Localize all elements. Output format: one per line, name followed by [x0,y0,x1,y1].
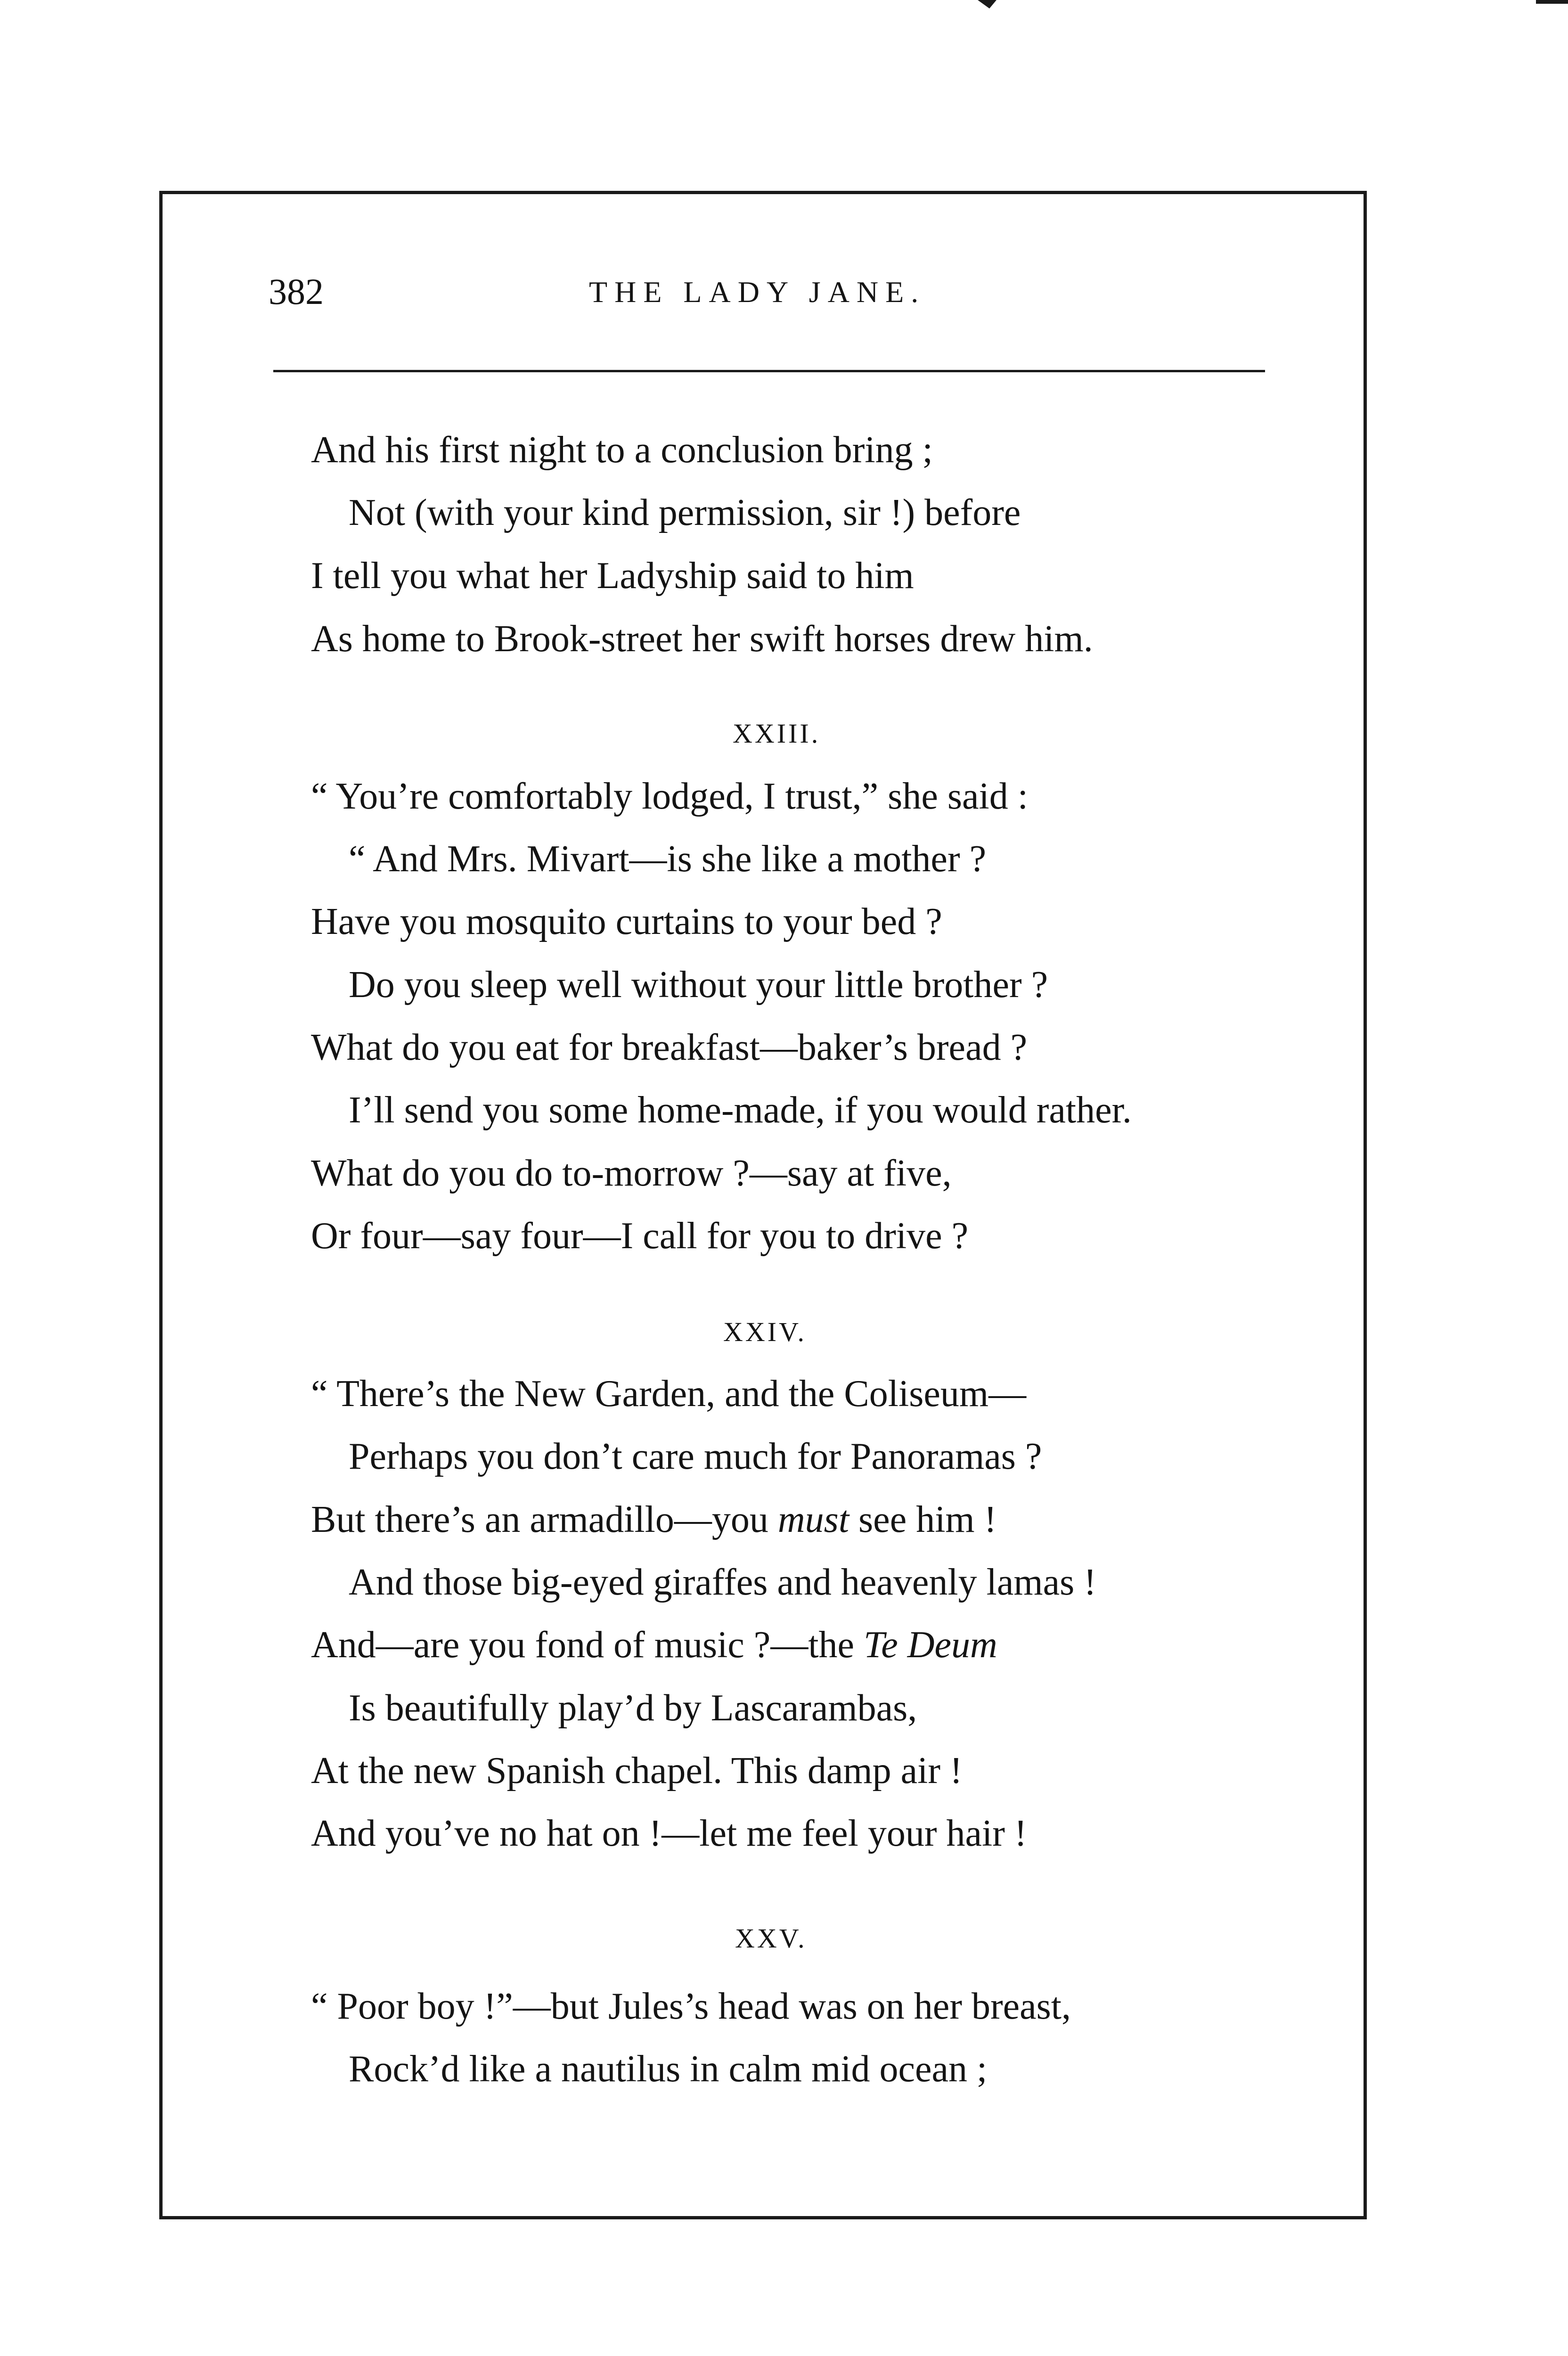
verse-line: And those big-eyed giraffes and heavenly lamas ! [349,1562,1096,1603]
scan-smudge [1536,0,1568,4]
scan-smudge [978,0,996,8]
verse-line: At the new Spanish chapel. This damp air ! [311,1750,963,1792]
verse-line: “ You’re comfortably lodged, I trust,” she said : [311,776,1028,817]
verse-segment: see him ! [849,1499,997,1540]
verse-line: I’ll send you some home-made, if you would rather. [349,1089,1132,1131]
verse-line: Have you mosquito curtains to your bed ? [311,901,942,942]
verse-line: As home to Brook-street her swift horses drew him. [311,618,1093,660]
verse-line: Is beautifully play’d by Lascarambas, [349,1687,917,1729]
verse-line: “ And Mrs. Mivart—is she like a mother ? [349,838,987,880]
verse-line: Or four—say four—I call for you to drive ? [311,1215,969,1257]
verse-line: And you’ve no hat on !—let me feel your hair ! [311,1813,1027,1854]
verse-line: And his first night to a conclusion bring ; [311,429,933,471]
verse-line: Not (with your kind permission, sir !) before [349,492,1021,533]
verse-line: “ Poor boy !”—but Jules’s head was on her breast, [311,1986,1071,2027]
stanza-numeral: XXV. [735,1923,807,1954]
stanza-numeral: XXIII. [733,718,821,749]
verse-line: Perhaps you don’t care much for Panoramas ? [349,1436,1042,1477]
verse-segment: But there’s an armadillo—you [311,1499,778,1540]
verse-line: What do you eat for breakfast—baker’s bread ? [311,1027,1028,1068]
emphasis-text: must [777,1499,849,1540]
verse-line: What do you do to-morrow ?—say at five, [311,1153,952,1194]
verse-line: I tell you what her Ladyship said to him [311,555,914,597]
verse-line: Rock’d like a nautilus in calm mid ocean ; [349,2048,988,2090]
verse-segment: And—are you fond of music ?—the [311,1624,864,1666]
verse-line: “ There’s the New Garden, and the Coliseum— [311,1373,1027,1415]
stanza-numeral: XXIV. [723,1317,807,1347]
emphasis-text: Te Deum [864,1624,997,1666]
page-number: 382 [269,271,324,312]
running-title: THE LADY JANE. [589,275,926,309]
verse-line: Do you sleep well without your little brother ? [349,964,1048,1006]
